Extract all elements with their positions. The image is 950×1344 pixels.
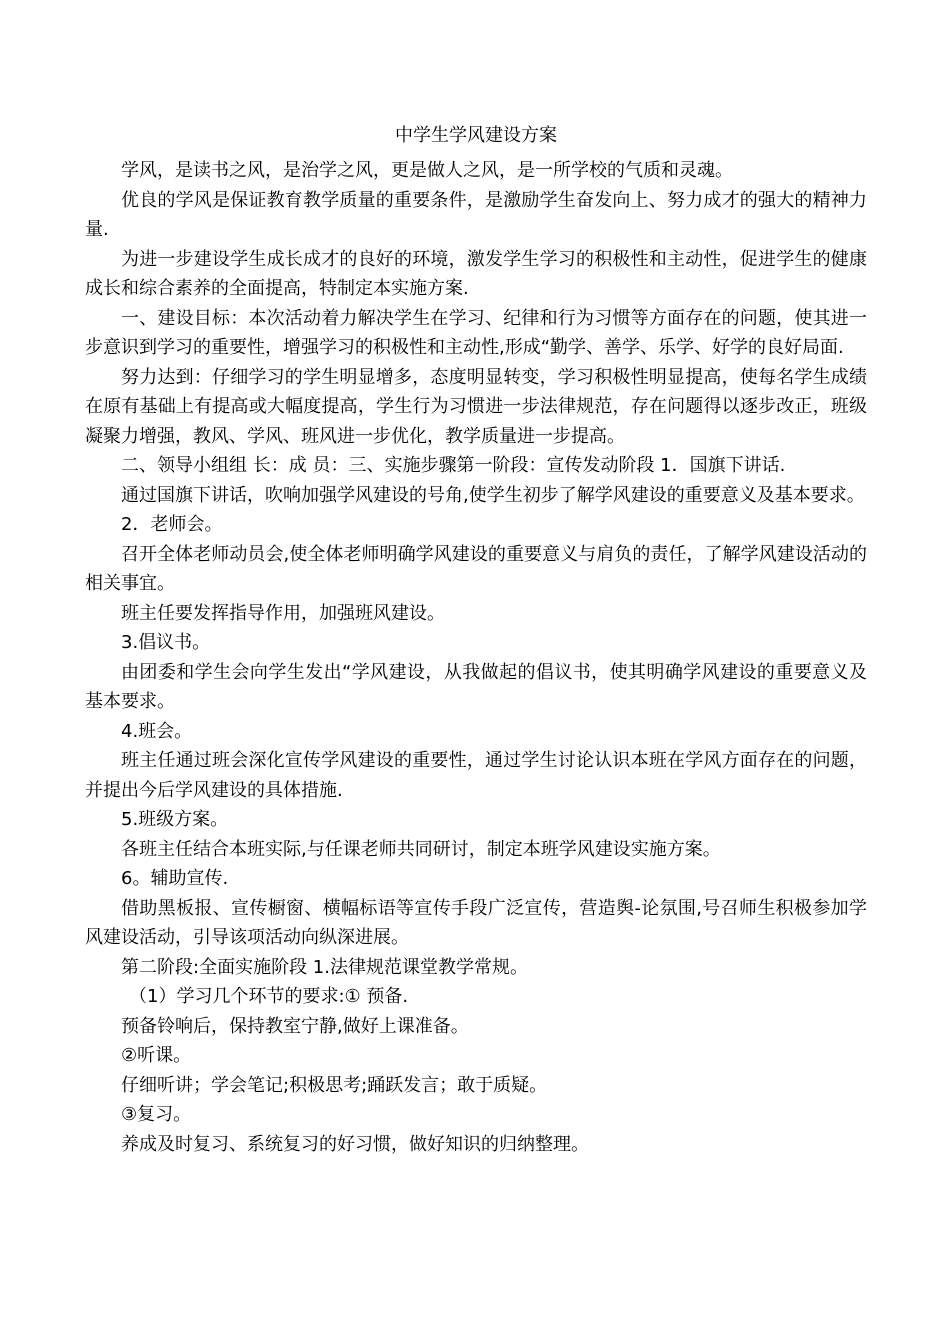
paragraph: 6。辅助宣传.	[121, 868, 229, 889]
paragraph: 召开全体老师动员会,使全体老师明确学风建设的重要意义与肩负的责任，了解学风建设活动的相关事宜。	[85, 543, 867, 594]
paragraph: 一、建设目标：本次活动着力解决学生在学习、纪律和行为习惯等方面存在的问题，使其进一步意识到学习的重要性，增强学习的积极性和主动性,形成“勤学、善学、乐学、好学的良好局面.	[85, 307, 867, 358]
paragraph: 优良的学风是保证教育教学质量的重要条件，是激励学生奋发向上、努力成才的强大的精神力量.	[85, 189, 867, 240]
paragraph: 预备铃响后，保持教室宁静,做好上课准备。	[121, 1015, 469, 1037]
paragraph: ②听课。	[121, 1045, 192, 1066]
document-page	[85, 122, 867, 1159]
paragraph: 由团委和学生会向学生发出“学风建设，从我做起的倡议书，使其明确学风建设的重要意义及基本要求。	[85, 661, 867, 712]
paragraph: 仔细听讲；学会笔记;积极思考;踊跃发言；敢于质疑。	[121, 1074, 548, 1096]
paragraph: 各班主任结合本班实际,与任课老师共同研讨，制定本班学风建设实施方案。	[121, 838, 721, 860]
paragraph: 通过国旗下讲话，吹响加强学风建设的号角,使学生初步了解学风建设的重要意义及基本要求。	[121, 484, 865, 506]
paragraph: 3.倡议书。	[121, 632, 211, 653]
paragraph: 2．老师会。	[121, 514, 223, 535]
paragraph: 4.班会。	[121, 720, 193, 742]
paragraph: ③复习。	[121, 1104, 192, 1125]
paragraph: 5.班级方案。	[121, 809, 229, 830]
paragraph: 第二阶段:全面实施阶段 1.法律规范课堂教学常规。	[121, 956, 528, 978]
paragraph: 班主任通过班会深化宣传学风建设的重要性，通过学生讨论认识本班在学风方面存在的问题，并提出今后学风建设的具体措施.	[85, 750, 867, 801]
paragraph: 班主任要发挥指导作用，加强班风建设。	[121, 602, 445, 624]
paragraph: 养成及时复习、系统复习的好习惯，做好知识的归纳整理。	[121, 1133, 589, 1155]
paragraph: 借助黑板报、宣传橱窗、横幅标语等宣传手段广泛宣传，营造舆-论氛围,号召师生积极参加学风建设活动，引导该项活动向纵深进展。	[85, 897, 867, 948]
paragraph: 二、领导小组组 长：成 员：三、实施步骤第一阶段：宣传发动阶段 1．国旗下讲话.	[121, 455, 786, 476]
paragraph: 学风，是读书之风，是治学之风，更是做人之风，是一所学校的气质和灵魂。	[121, 160, 733, 181]
paragraph: 为进一步建设学生成长成才的良好的环境，激发学生学习的积极性和主动性，促进学生的健康成长和综合素养的全面提高，特制定本实施方案.	[85, 248, 867, 299]
paragraph: （1）学习几个环节的要求:① 预备.	[129, 986, 409, 1007]
paragraph: 努力达到：仔细学习的学生明显增多，态度明显转变，学习积极性明显提高，使每名学生成绩在原有基础上有提高或大幅度提高，学生行为习惯进一步法律规范，存在问题得以逐步改正，班级凝聚力增强，教风、学风、班风进一步优化，教学质量进一步提高。	[85, 366, 867, 447]
document-title: 中学生学风建设方案	[395, 125, 557, 146]
